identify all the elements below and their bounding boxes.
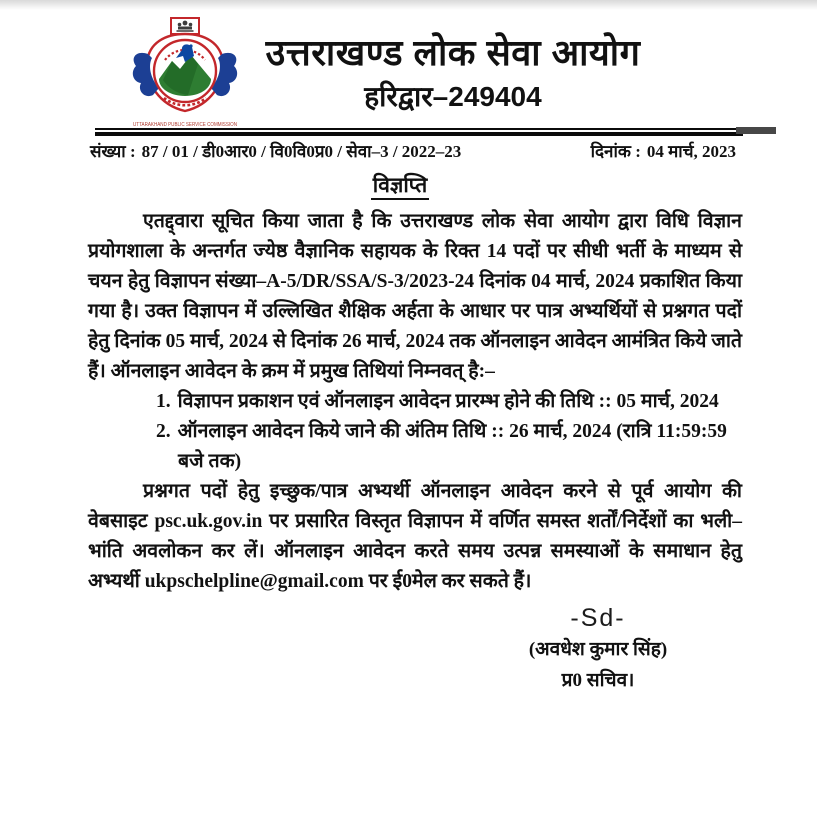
paragraph-1: एतद्द्वारा सूचित किया जाता है कि उत्तराखण्ड लोक सेवा आयोग द्वारा विधि विज्ञान प्रयोगशाला के अन्तर्गत ज्येष्ठ वैज्ञानिक सहायक के रिक्त 14 पदों पर सीधी भर्ती के माध्यम से चयन हेतु विज्ञापन संख्या–A-5/DR/SSA/S-3/2023-24 दिनांक 04 मार्च, 2024 प्रकाशित किया गया है। उक्त विज्ञापन में उल्लिखित शैक्षिक अर्हता के आधार पर पात्र अभ्यर्थियों से प्रश्नगत पदों हेतु दिनांक 05 मार्च, 2024 से दिनांक 26 मार्च, 2024 तक ऑनलाइन आवेदन आमंत्रित किये जाते हैं। ऑनलाइन आवेदन के क्रम में प्रमुख तिथियां निम्नवत् है:– [88, 211, 742, 382]
list-item-text: ऑनलाइन आवेदन किये जाने की अंतिम तिथि :: 26 मार्च, 2024 (रात्रि 11:59:59 बजे तक) [177, 421, 727, 472]
signatory-designation: प्र0 सचिव। [561, 670, 635, 691]
header-divider-rule [95, 128, 743, 136]
notice-title-wrap [0, 171, 800, 199]
list-item-number: 2. [156, 421, 171, 442]
paragraph-2: प्रश्नगत पदों हेतु इच्छुक/पात्र अभ्यर्थी ऑनलाइन आवेदन करने से पूर्व आयोग की वेबसाइट psc.uk.gov.in पर प्रसारित विस्तृत विज्ञापन में वर्णित समस्त शर्तों/निर्देशों का भली–भांति अवलोकन कर लें। ऑनलाइन आवेदन करते समय उत्पन्न समस्याओं के समाधान हेतु अभ्यर्थी ukpschelpline@gmail.com पर ई0मेल कर सकते हैं। [88, 481, 742, 592]
signed-sd-mark: -Sd- [570, 604, 626, 632]
header-divider-rule-tail [736, 127, 776, 134]
list-item [156, 417, 742, 477]
list-item-number: 1. [156, 391, 171, 412]
org-location: हरिद्वार–249404 [364, 81, 542, 112]
org-name: उत्तराखण्ड लोक सेवा आयोग [265, 32, 641, 73]
signatory-name: (अवधेश कुमार सिंह) [528, 639, 668, 660]
notice-title: विज्ञप्ति [371, 173, 429, 200]
reference-number [90, 141, 467, 163]
date-label: दिनांक : [590, 142, 641, 161]
notice-body [88, 207, 742, 597]
date-value: 04 मार्च, 2023 [646, 142, 736, 161]
upsc-emblem-icon [127, 16, 243, 130]
header-titles [246, 30, 660, 114]
meta-row [90, 141, 742, 163]
upsc-emblem-logo [127, 16, 243, 130]
logo-caption: UTTARAKHAND PUBLIC SERVICE COMMISSION [133, 122, 238, 128]
notification-date [591, 141, 742, 163]
signature-block [480, 604, 716, 692]
scan-edge-shade [0, 0, 817, 10]
list-item [156, 387, 742, 417]
reference-label: संख्या : [90, 142, 136, 161]
reference-value: 87 / 01 / डी0आर0 / वि0वि0प्र0 / सेवा–3 / 2022–23 [141, 142, 462, 161]
key-dates-list [156, 387, 742, 477]
list-item-text: विज्ञापन प्रकाशन एवं ऑनलाइन आवेदन प्रारम्भ होने की तिथि :: 05 मार्च, 2024 [177, 391, 719, 412]
